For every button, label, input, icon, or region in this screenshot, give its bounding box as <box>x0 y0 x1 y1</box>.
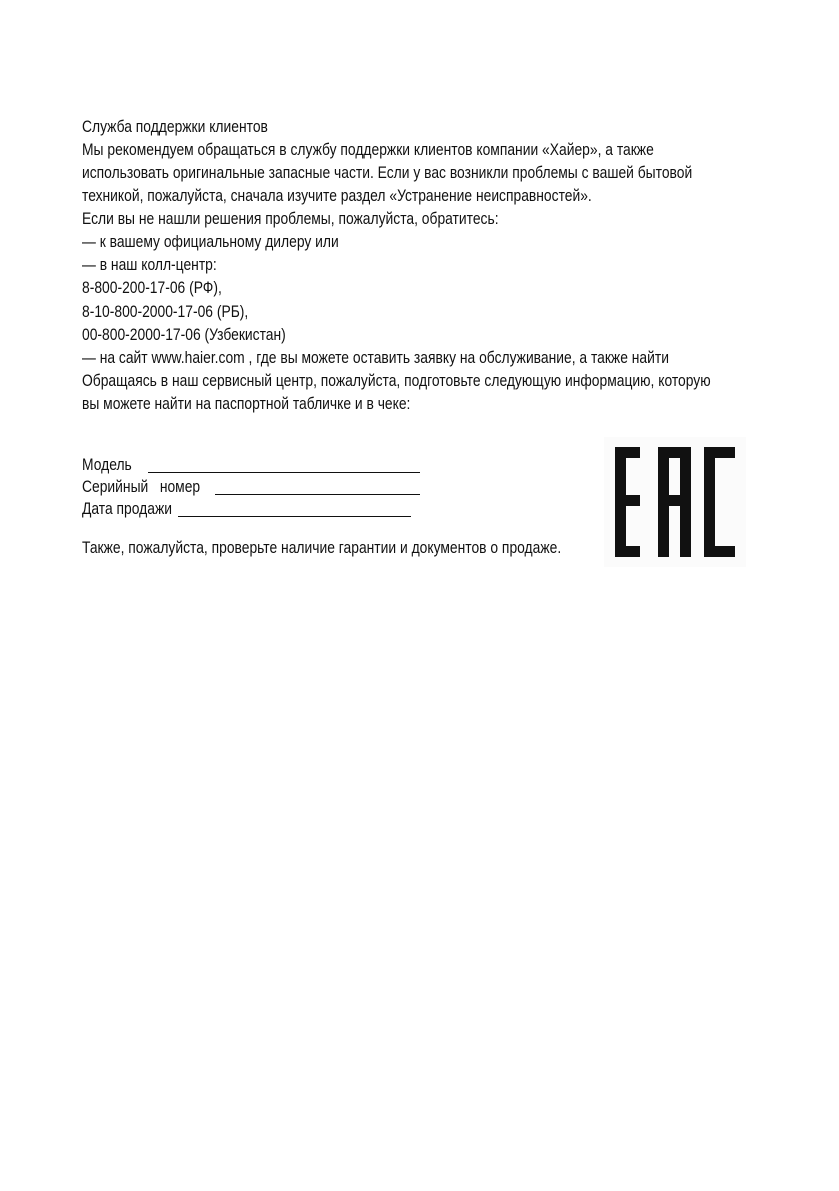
eac-mark-icon <box>604 437 746 567</box>
support-line: — на сайт www.haier.com , где вы можете оставить заявку на обслуживание, а также найти <box>82 349 669 367</box>
serial-underline <box>215 494 420 495</box>
support-line: Мы рекомендуем обращаться в службу поддержки клиентов компании «Хайер», а также <box>82 141 654 159</box>
serial-field <box>82 477 223 497</box>
service-line: Обращаясь в наш сервисный центр, пожалуйста, подготовьте следующую информацию, которую <box>82 372 711 390</box>
support-title: Служба поддержки клиентов <box>82 118 268 136</box>
model-underline <box>148 472 420 473</box>
support-line: — в наш колл-центр: <box>82 256 217 274</box>
date-underline <box>178 516 411 517</box>
service-line: вы можете найти на паспортной табличке и в чеке: <box>82 395 411 413</box>
phone-ru: 8-800-200-17-06 (РФ), <box>82 279 222 297</box>
date-field <box>82 499 189 519</box>
support-line: Если вы не нашли решения проблемы, пожалуйста, обратитесь: <box>82 210 499 228</box>
footer-note: Также, пожалуйста, проверьте наличие гарантии и документов о продаже. <box>82 539 562 557</box>
phone-uz: 00-800-2000-17-06 (Узбекистан) <box>82 326 286 344</box>
support-line: — к вашему официальному дилеру или <box>82 233 339 251</box>
phone-by: 8-10-800-2000-17-06 (РБ), <box>82 303 249 321</box>
support-line: использовать оригинальные запасные части. Если у вас возникли проблемы с вашей бытовой <box>82 164 693 182</box>
eac-logo <box>604 437 746 567</box>
support-line: техникой, пожалуйста, сначала изучите раздел «Устранение неисправностей». <box>82 187 592 205</box>
serial-label: Серийный номер <box>82 478 201 496</box>
model-label: Модель <box>82 456 132 474</box>
date-label: Дата продажи <box>82 500 172 518</box>
model-field <box>82 455 141 475</box>
